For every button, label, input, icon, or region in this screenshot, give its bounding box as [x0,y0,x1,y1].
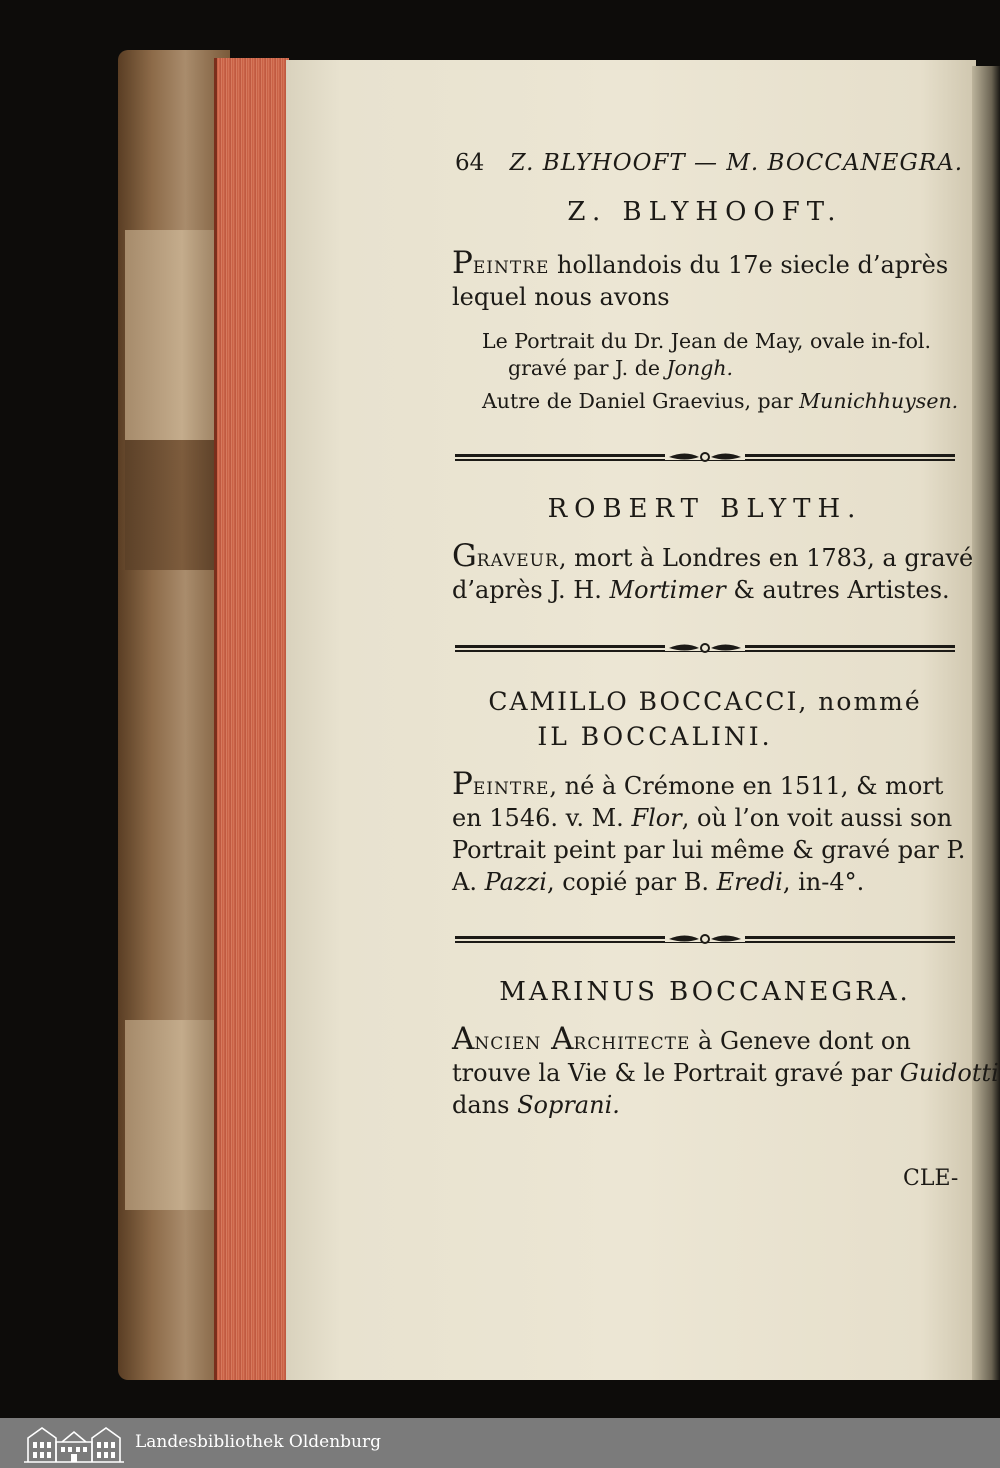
library-name: Landesbibliothek Oldenburg [135,1432,382,1452]
library-building-icon [22,1422,126,1464]
small-caps-word: eintre [472,772,550,800]
cover-worn-patch-lower [125,1020,220,1210]
ornamental-rule [455,642,955,656]
body-line [452,574,973,606]
line-text: à Geneve dont on [690,1027,911,1055]
entry-heading-boccacci: CAMILLO BOCCACCI, nommé [488,687,922,716]
small-caps-word: eintre [472,251,550,279]
running-title: Z. BLYHOOFT — M. BOCCANEGRA. [509,150,964,176]
small-caps-word: rchitecte [573,1027,691,1055]
line-text: dans [452,1091,518,1119]
drop-cap: P [452,766,473,802]
line-text: hollandois du 17e siecle d’après [549,251,949,279]
fleuron-icon [665,930,745,948]
body-line [452,866,965,898]
body-line: lequel nous avons [452,283,670,311]
line-italic: Guidotti [899,1059,999,1087]
line-italic: Pazzi [484,868,547,896]
line-italic: Flor [631,804,682,832]
fleuron-icon [665,639,745,657]
line-text: , in-4°. [782,868,865,896]
line-text: A. [452,868,485,896]
small-caps-word: ncien [474,1027,542,1055]
entry-body-blyth [452,540,973,606]
ornamental-rule [455,451,955,465]
drop-cap: A [541,1021,574,1057]
running-header [455,150,963,176]
body-line [452,540,973,574]
entry-body-boccanegra [452,1023,999,1121]
line-text: trouve la Vie & le Portrait gravé par [452,1059,900,1087]
body-line [452,1057,999,1089]
item-italic: Jongh. [666,356,734,380]
line-text: d’après J. H. [452,576,610,604]
line-italic: Mortimer [609,576,726,604]
line-italic: Soprani. [517,1091,620,1119]
page-number: 64 [455,150,485,176]
drop-cap: G [452,538,477,574]
entry-body-blyhooft [452,247,948,313]
page-gutter-shadow [972,66,1000,1380]
small-caps-word: raveur [476,544,559,572]
red-page-edges [214,58,289,1380]
item-text: Autre de Daniel Graevius, par [482,389,800,413]
cover-worn-patch [125,230,220,440]
body-line [452,1023,999,1057]
work-item-graevius [482,386,958,417]
footer-bar [0,1418,1000,1468]
drop-cap: P [452,245,473,281]
work-item-engraver [508,353,733,384]
ornamental-rule [455,933,955,947]
fleuron-icon [665,448,745,466]
item-text: gravé par J. de [508,356,667,380]
line-text: , mort à Londres en 1783, a gravé [558,544,974,572]
body-line [452,1089,999,1121]
body-line [452,768,965,802]
entry-heading-boccalini: IL BOCCALINI. [537,722,773,751]
line-text: en 1546. v. M. [452,804,632,832]
item-italic: Munichhuysen. [799,389,959,413]
catchword: CLE- [903,1166,959,1191]
item-text: Le Portrait du Dr. Jean de May, ovale in-fol. [482,329,931,353]
body-line [452,802,965,834]
drop-cap: A [452,1021,475,1057]
entry-heading-blyth: ROBERT BLYTH. [547,494,863,524]
entry-heading-boccanegra: MARINUS BOCCANEGRA. [499,977,911,1007]
cover-dark-patch [125,440,220,570]
line-text: & autres Artistes. [725,576,950,604]
line-italic: Eredi [716,868,783,896]
line-text: , où l’on voit aussi son [681,804,953,832]
line-text: , né à Crémone en 1511, & mort [549,772,944,800]
entry-body-boccacci [452,768,965,898]
entry-heading-blyhooft: Z. BLYHOOFT. [567,197,843,227]
body-line: Portrait peint par lui même & gravé par P. [452,836,966,864]
body-line [452,247,948,281]
line-text: , copié par B. [546,868,717,896]
